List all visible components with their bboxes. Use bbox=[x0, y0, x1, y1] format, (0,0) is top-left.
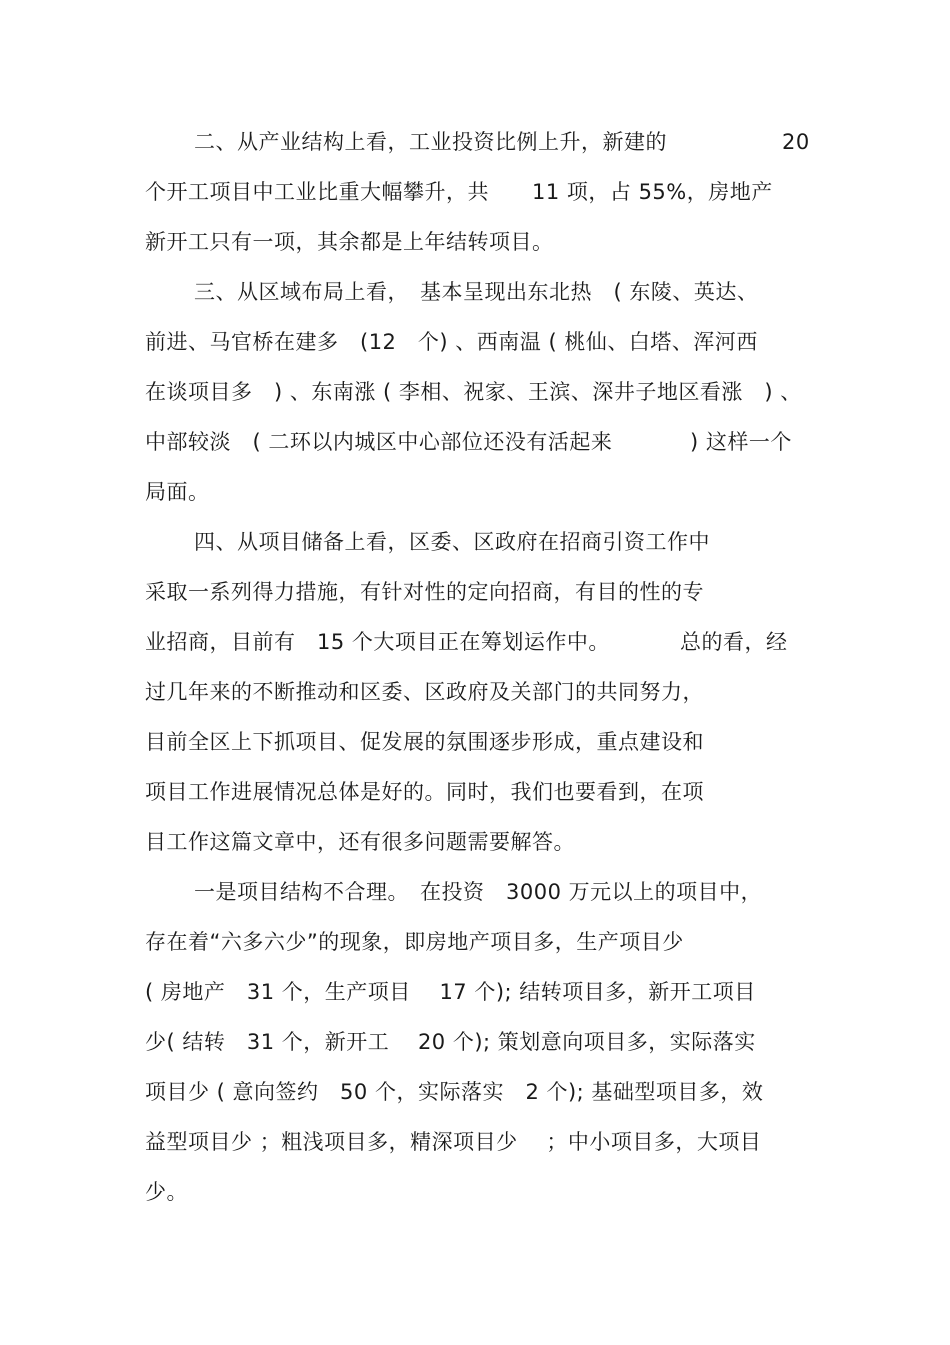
text-line: 目前全区上下抓项目、促发展的氛围逐步形成，重点建设和 bbox=[145, 730, 704, 754]
text-line: 业招商，目前有 15 个大项目正在筹划运作中。 bbox=[145, 630, 610, 654]
text-line: 采取一系列得力措施，有针对性的定向招商，有目的性的专 bbox=[145, 580, 704, 604]
text-line: 局面。 bbox=[145, 480, 210, 504]
text-line: 一是项目结构不合理。 在投资 3000 万元以上的项目中， bbox=[194, 880, 763, 904]
text-line: 前进、马官桥在建多 (12 个) 、西南温 ( 桃仙、白塔、浑河西 bbox=[145, 330, 758, 354]
text-line: ( 房地产 31 个，生产项目 17 个); 结转项目多，新开工项目 bbox=[145, 980, 756, 1004]
text-line: 二、从产业结构上看，工业投资比例上升，新建的 bbox=[194, 130, 667, 154]
text-line: 少( 结转 31 个，新开工 20 个); 策划意向项目多，实际落实 bbox=[145, 1030, 756, 1054]
text-line: 益型项目少 ；粗浅项目多，精深项目少 ；中小项目多，大项目 bbox=[145, 1130, 762, 1154]
text-line: ) 这样一个 bbox=[690, 430, 792, 454]
text-line: 项目工作进展情况总体是好的。同时，我们也要看到，在项 bbox=[145, 780, 704, 804]
text-line: 少。 bbox=[145, 1180, 188, 1204]
text-line: 个开工项目中工业比重大幅攀升，共 11 项，占 55%，房地产 bbox=[145, 180, 773, 204]
text-line: 中部较淡 ( 二环以内城区中心部位还没有活起来 bbox=[145, 430, 613, 454]
text-line: 目工作这篇文章中，还有很多问题需要解答。 bbox=[145, 830, 575, 854]
text-line: 总的看，经 bbox=[680, 630, 788, 654]
text-line: 四、从项目储备上看，区委、区政府在招商引资工作中 bbox=[194, 530, 710, 554]
text-line: 20 bbox=[782, 130, 810, 154]
text-line: 新开工只有一项，其余都是上年结转项目。 bbox=[145, 230, 554, 254]
text-line: 三、从区域布局上看， 基本呈现出东北热 ( 东陵、英达、 bbox=[194, 280, 759, 304]
text-line: 项目少 ( 意向签约 50 个，实际落实 2 个); 基础型项目多，效 bbox=[145, 1080, 764, 1104]
text-line: 在谈项目多 ) 、东南涨 ( 李相、祝家、王滨、深井子地区看涨 ) 、 bbox=[145, 380, 802, 404]
text-line: 存在着“六多六少”的现象，即房地产项目多，生产项目少 bbox=[145, 930, 684, 954]
text-line: 过几年来的不断推动和区委、区政府及关部门的共同努力， bbox=[145, 680, 704, 704]
